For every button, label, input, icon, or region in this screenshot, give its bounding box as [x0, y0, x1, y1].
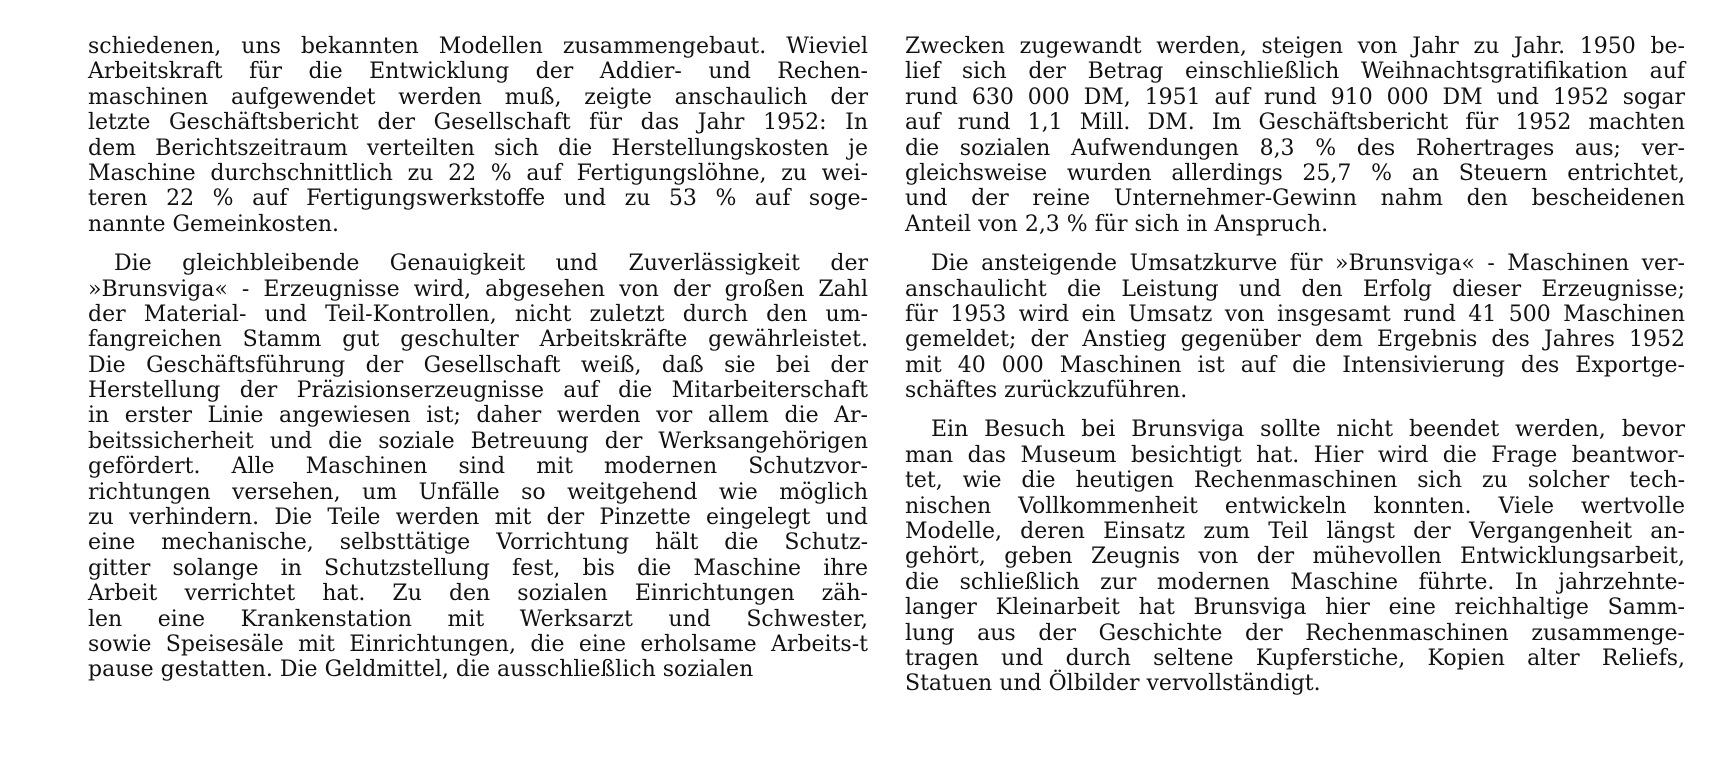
text-line: Maschine durchschnittlich zu 22 % auf Fertigungslöhne, zu wei- — [88, 160, 868, 186]
text-line: langer Kleinarbeit hat Brunsviga hier eine reichhaltige Samm- — [905, 595, 1685, 621]
text-line: lung aus der Geschichte der Rechenmaschinen zusammenge- — [905, 620, 1685, 646]
text-line: gehört, geben Zeugnis von der mühevollen Entwicklungsarbeit, — [905, 544, 1685, 570]
text-line: für 1953 wird ein Umsatz von insgesamt rund 41 500 Maschinen — [905, 301, 1685, 327]
text-line: und der reine Unternehmer-Gewinn nahm den bescheidenen — [905, 186, 1685, 212]
text-line: maschinen aufgewendet werden muß, zeigte anschaulich der — [88, 84, 868, 110]
text-line: man das Museum besichtigt hat. Hier wird die Frage beantwor- — [905, 442, 1685, 468]
text-line: Die Geschäftsführung der Gesellschaft weiß, daß sie bei der — [88, 352, 868, 378]
paragraph — [88, 34, 868, 237]
text-line: Ein Besuch bei Brunsviga sollte nicht beendet werden, bevor — [931, 417, 1685, 443]
text-line: gleichsweise wurden allerdings 25,7 % an Steuern entrichtet, — [905, 160, 1685, 186]
text-line: eine mechanische, selbsttätige Vorrichtung hält die Schutz- — [88, 530, 868, 556]
text-line: letzte Geschäftsbericht der Gesellschaft für das Jahr 1952: In — [88, 110, 868, 136]
text-line: »Brunsviga« - Erzeugnisse wird, abgesehen von der großen Zahl — [88, 276, 868, 302]
text-line: Arbeit verrichtet hat. Zu den sozialen Einrichtungen zäh- — [88, 581, 868, 607]
paragraph — [88, 251, 868, 683]
text-line: gefördert. Alle Maschinen sind mit modernen Schutzvor- — [88, 454, 868, 480]
paragraph — [905, 251, 1685, 403]
text-line: die sozialen Aufwendungen 8,3 % des Rohertrages aus; ver- — [905, 135, 1685, 161]
text-line: mit 40 000 Maschinen ist auf die Intensivierung des Exportge- — [905, 352, 1685, 378]
text-line: Anteil von 2,3 % für sich in Anspruch. — [905, 211, 1329, 237]
text-line: rund 630 000 DM, 1951 auf rund 910 000 DM und 1952 sogar — [905, 84, 1685, 110]
text-line: in erster Linie angewiesen ist; daher werden vor allem die Ar- — [88, 403, 868, 429]
text-line: tragen und durch seltene Kupferstiche, Kopien alter Reliefs, — [905, 645, 1685, 671]
text-line: nannte Gemeinkosten. — [88, 211, 340, 237]
text-line: Herstellung der Präzisionserzeugnisse auf die Mitarbeiterschaft — [88, 378, 868, 404]
text-line: gemeldet; der Anstieg gegenüber dem Ergebnis des Jahres 1952 — [905, 327, 1685, 353]
text-line: nischen Vollkommenheit entwickeln konnten. Viele wertvolle — [905, 493, 1685, 519]
text-line: auf rund 1,1 Mill. DM. Im Geschäftsbericht für 1952 machten — [905, 110, 1685, 136]
text-line: lief sich der Betrag einschließlich Weihnachtsgratifikation auf — [905, 59, 1685, 85]
paragraph — [905, 34, 1685, 237]
text-line: teren 22 % auf Fertigungswerkstoffe und zu 53 % auf soge- — [88, 186, 868, 212]
text-line: pause gestatten. Die Geldmittel, die ausschließlich sozialen — [88, 657, 754, 683]
text-line: Statuen und Ölbilder vervollständigt. — [905, 671, 1321, 697]
text-line: Zwecken zugewandt werden, steigen von Jahr zu Jahr. 1950 be- — [905, 34, 1685, 59]
paragraph — [905, 417, 1685, 696]
text-line: tet, wie die heutigen Rechenmaschinen sich zu solcher tech- — [905, 468, 1685, 494]
text-line: Die ansteigende Umsatzkurve für »Brunsviga« - Maschinen ver- — [931, 251, 1685, 277]
left-text-column — [88, 34, 868, 697]
text-line: sowie Speisesäle mit Einrichtungen, die eine erholsame Arbeits-t — [88, 631, 868, 657]
text-line: anschaulicht die Leistung und den Erfolg dieser Erzeugnisse; — [905, 276, 1685, 302]
right-text-column — [905, 34, 1685, 711]
text-line: der Material- und Teil-Kontrollen, nicht zuletzt durch den um- — [88, 301, 868, 327]
text-line: dem Berichtszeitraum verteilten sich die Herstellungskosten je — [88, 135, 868, 161]
text-line: len eine Krankenstation mit Werksarzt und Schwester, — [88, 606, 868, 632]
text-line: schäftes zurückzuführen. — [905, 378, 1188, 404]
text-line: beitssicherheit und die soziale Betreuung der Werksangehörigen — [88, 428, 868, 454]
text-line: fangreichen Stamm gut geschulter Arbeitskräfte gewährleistet. — [88, 327, 868, 353]
text-line: zu verhindern. Die Teile werden mit der Pinzette eingelegt und — [88, 505, 868, 531]
text-line: gitter solange in Schutzstellung fest, bis die Maschine ihre — [88, 555, 868, 581]
text-line: Die gleichbleibende Genauigkeit und Zuverlässigkeit der — [114, 251, 868, 277]
text-line: richtungen versehen, um Unfälle so weitgehend wie möglich — [88, 479, 868, 505]
text-line: schiedenen, uns bekannten Modellen zusammengebaut. Wieviel — [88, 34, 868, 59]
text-line: die schließlich zur modernen Maschine führte. In jahrzehnte- — [905, 569, 1685, 595]
text-line: Arbeitskraft für die Entwicklung der Addier- und Rechen- — [88, 59, 868, 85]
text-line: Modelle, deren Einsatz zum Teil längst der Vergangenheit an- — [905, 519, 1685, 545]
